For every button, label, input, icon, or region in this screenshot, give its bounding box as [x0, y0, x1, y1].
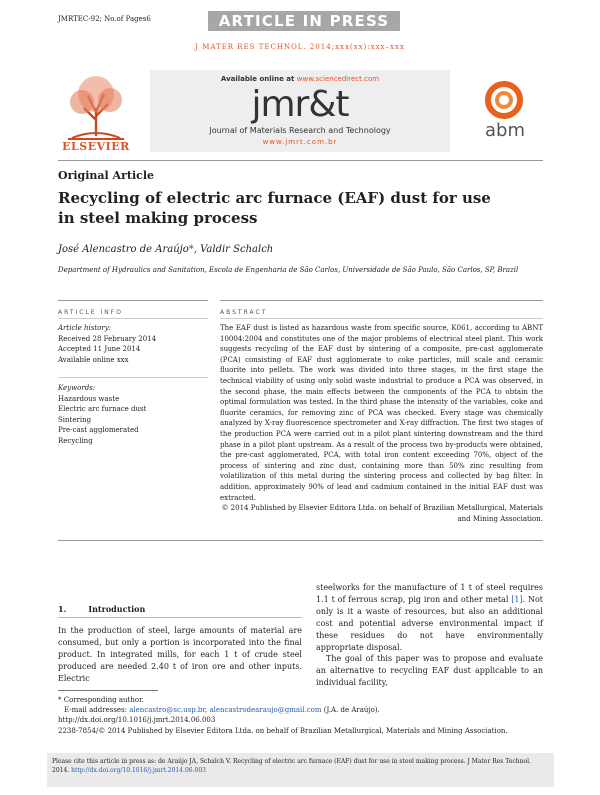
copyright-line-1: © 2014 Published by Elsevier Editora Ltda. on behalf of Brazilian Metallurgical, Materials [221, 504, 543, 512]
abm-wordmark: abm [485, 120, 525, 141]
keywords-subrule [58, 377, 208, 378]
title-line-2: in steel making process [58, 209, 258, 227]
keywords-label: Keywords: [58, 384, 96, 392]
author-1: José Alencastro de Araújo [58, 244, 189, 255]
elsevier-wordmark: ELSEVIER [62, 140, 130, 153]
history-label: Article history: [58, 324, 112, 332]
email-footnote [64, 705, 549, 715]
issn-line: 2238-7854/© 2014 Published by Elsevier Editora Ltda. on behalf of Brazilian Metallurgical, Materials and Mining Association. [58, 727, 508, 735]
title-line-1: Recycling of electric arc furnace (EAF) dust for use [58, 189, 491, 207]
elsevier-tree-logo-icon [58, 68, 134, 150]
copyright-line-2: and Mining Association. [457, 514, 543, 523]
citation-text [52, 757, 549, 775]
para-text: . Not only is it a waste of resources, but also an additional cost and potential adverse environmental impact if these residues do not have environmentally appropriate disposal. [316, 595, 543, 652]
info-subrule [58, 318, 208, 319]
authors [58, 244, 273, 255]
keyword: Recycling [58, 436, 93, 445]
email-label: E-mail addresses: [64, 706, 130, 714]
citation-body: Please cite this article in press as: de Araújo JA, Schalch V. Recycling of electric arc furnace (EAF) dust for use in steel making process. J Mater Res Technol. 2014. [52, 758, 531, 774]
header-divider [58, 160, 543, 161]
abstract-copyright [220, 503, 543, 524]
available-online [150, 75, 450, 83]
keyword: Sintering [58, 415, 92, 424]
available-label: Available online at [220, 75, 297, 83]
article-info-heading: ARTICLE INFO [58, 309, 123, 316]
doi-link[interactable]: http://dx.doi.org/10.1016/j.jmrt.2014.06.003 [58, 716, 216, 724]
footnote-rule [58, 690, 158, 691]
email-link-1[interactable]: alencastro@sc.usp.br [129, 706, 205, 714]
journal-website[interactable]: www.jmrt.com.br [262, 138, 338, 146]
article-history [58, 323, 208, 365]
abstract-text: The EAF dust is listed as hazardous waste from specific source, K061, according to ABNT 10004:2004 and constitutes one of the major problems of electrical steel plant. This work suggests recycling of the EAF dust by sintering of a composite, pre-cast agglomerate (PCA) consisting of EAF dust agglomerate to coke particles, mill scale and ceramic fluorite into pellets. The work was divided into three stages, in the first stage the technical viability of using only solid waste industrial to produce a PCA was observed, in the second phase, the main effects between the components of the PCA to obtain the optimal formulation was tested. In the third phase the intensity of the variables, coke and fluorite ceramics, for removing zinc of PCA was checked. Every stage was chemically analyzed by X-ray fluorescence spectrometer and X-ray diffraction. The first two stages of the production PCA were carried out in a pilot plant sintering downstream and the third phase in a pilot plant upstream. As a result of the process two by-products were obtained, the pre-cast agglomerated, PCA, with total iron content exceeding 70%, object of the process of sintering and zinc dust, containing more than 50% zinc resulting from volatilization of this metal during the sintering process and collected by bag filter. In addition, approximately 90% of lead and cadmium contained in the initial EAF dust was extracted. [220, 324, 543, 502]
affiliation: Department of Hydraulics and Sanitation, Escola de Engenharia de São Carlos, Universidade de São Paulo, São Carlos, SP, Brazil [58, 266, 519, 274]
info-divider [58, 300, 208, 301]
author-2: , Valdir Schalch [193, 244, 274, 255]
keyword: Pre-cast agglomerated [58, 426, 139, 434]
email-link-2[interactable]: alencastrodearaujo@gmail.com [209, 706, 322, 714]
intro-paragraph-right-2: The goal of this paper was to propose and evaluate an alternative to recycling EAF dust applicable to an individual facility, [316, 654, 543, 687]
para-text: steelworks for the manufacture of 1 t of steel requires 1.1 t of ferrous scrap, pig iron and other metal [316, 583, 543, 604]
reference-link[interactable]: [1] [511, 595, 523, 604]
abm-logo-icon [470, 78, 540, 148]
online-date: Available online xxx [58, 355, 129, 364]
article-type: Original Article [58, 169, 155, 182]
article-title [58, 188, 498, 228]
corresponding-author-marker[interactable]: * [188, 244, 194, 255]
section-number: 1. [58, 604, 67, 614]
journal-citation-line: J MATER RES TECHNOL. 2014;xxx(xx):xxx–xxx [195, 43, 405, 51]
corresponding-footnote: * Corresponding author. [58, 696, 144, 704]
keyword: Hazardous waste [58, 394, 120, 403]
abstract-divider [220, 300, 543, 301]
abstract-heading: ABSTRACT [220, 309, 268, 316]
section-heading [58, 604, 145, 614]
abstract-subrule [220, 318, 543, 319]
intro-paragraph-right-1 [316, 582, 543, 654]
intro-paragraph-left: In the production of steel, large amounts of material are consumed, but only a portion is incorporated into the final product. In integrated mills, for each 1 t of crude steel produced are needed 2.40 t of iron ore and other inputs. Electric [58, 626, 302, 683]
citation-doi-link[interactable]: http://dx.doi.org/10.1016/j.jmrt.2014.06.003 [71, 767, 206, 774]
article-meta: JMRTEC-92; No.of Pages6 [58, 15, 151, 23]
journal-logo: jmr&t [251, 84, 349, 125]
journal-full-name: Journal of Materials Research and Technology [209, 126, 391, 135]
email-tail: (J.A. de Araújo). [321, 706, 380, 714]
abstract-end-divider [58, 540, 543, 541]
section-title: Introduction [88, 604, 146, 614]
keyword: Electric arc furnace dust [58, 405, 147, 413]
keywords-block [58, 383, 208, 446]
article-in-press-banner: ARTICLE IN PRESS [208, 11, 400, 31]
received-date: Received 28 February 2014 [58, 334, 157, 343]
accepted-date: Accepted 11 June 2014 [58, 345, 141, 353]
email-sep: , [204, 706, 210, 714]
section-rule [58, 617, 302, 618]
sciencedirect-link[interactable]: www.sciencedirect.com [296, 75, 380, 83]
